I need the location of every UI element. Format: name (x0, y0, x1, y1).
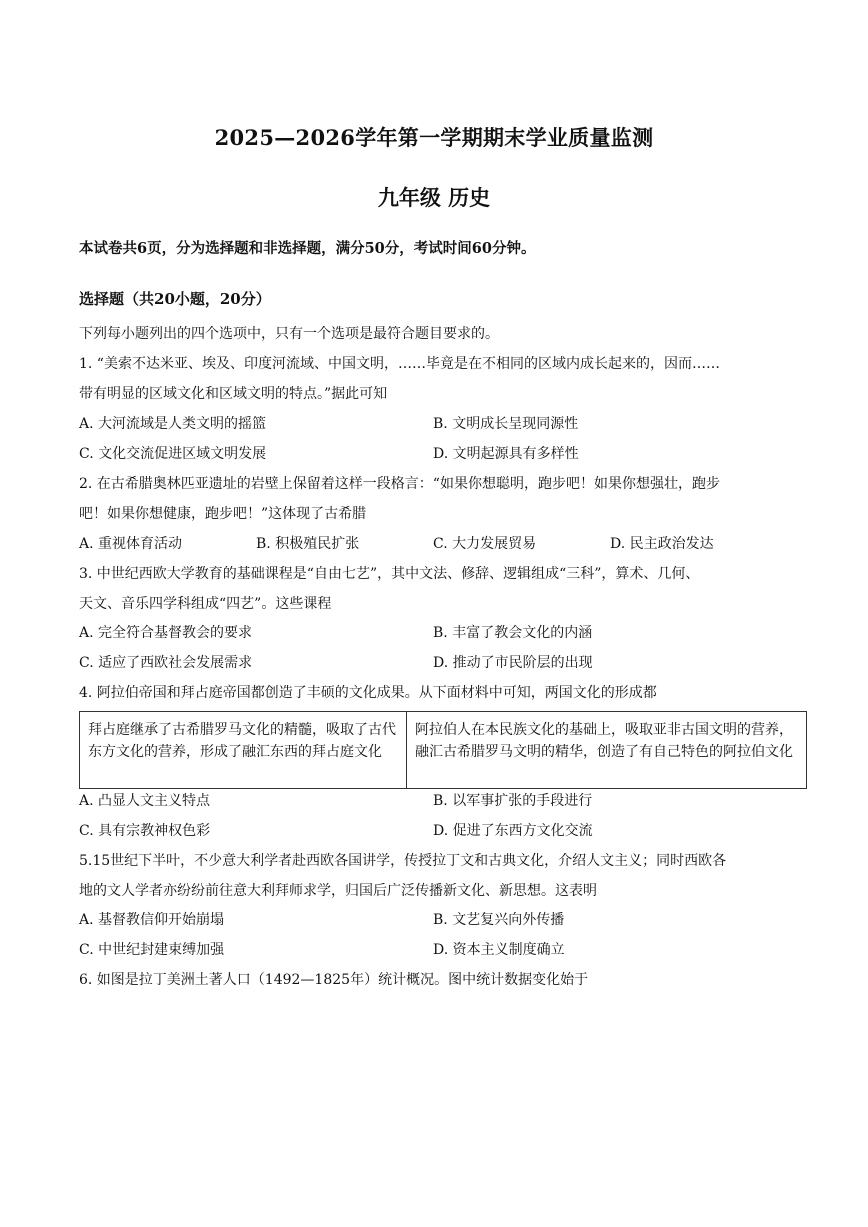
q5-option-a: A. 基督教信仰开始崩塌 (79, 912, 225, 928)
subject-title: 九年级 历史 (377, 185, 491, 210)
q3-option-b: B. 丰富了教会文化的内涵 (433, 625, 593, 641)
q1-option-b: B. 文明成长呈现同源性 (433, 416, 579, 432)
q4-option-d: D. 促进了东西方文化交流 (433, 823, 593, 839)
q3-stem-line2: 天文、音乐四学科组成“四艺”。这些课程 (79, 596, 332, 612)
q2-option-c: C. 大力发展贸易 (433, 536, 537, 552)
q3-option-c: C. 适应了西欧社会发展需求 (79, 655, 253, 671)
q1-option-a: A. 大河流域是人类文明的摇篮 (79, 416, 267, 432)
q2-stem-line2: 吧！如果你想健康，跑步吧！”这体现了古希腊 (79, 506, 367, 522)
q4-stem: 4. 阿拉伯帝国和拜占庭帝国都创造了丰硕的文化成果。从下面材料中可知，两国文化的形成都 (79, 685, 657, 701)
q5-stem-line2: 地的文人学者亦纷纷前往意大利拜师求学，归国后广泛传播新文化、新思想。这表明 (79, 883, 597, 899)
q1-stem-line1: 1. “美索不达米亚、埃及、印度河流域、中国文明，……毕竟是在不相同的区域内成长起来的，因而…… (79, 356, 720, 372)
q2-stem-line1: 2. 在古希腊奥林匹亚遗址的岩壁上保留着这样一段格言：“如果你想聪明，跑步吧！如果你想强壮，跑步 (79, 476, 720, 492)
q4-option-a: A. 凸显人文主义特点 (79, 793, 211, 809)
q2-option-b: B. 积极殖民扩张 (256, 536, 360, 552)
q1-option-c: C. 文化交流促进区域文明发展 (79, 446, 267, 462)
q2-option-d: D. 民主政治发达 (610, 536, 714, 552)
q2-option-a: A. 重视体育活动 (79, 536, 183, 552)
q4-material-arab: 阿拉伯人在本民族文化的基础上，吸取亚非古国文明的营养，融汇古希腊罗马文明的精华，创造了有自己特色的阿拉伯文化 (415, 722, 793, 760)
q5-stem-line1: 5.15世纪下半叶，不少意大利学者赴西欧各国讲学，传授拉丁文和古典文化，介绍人文主义；同时西欧各 (79, 853, 727, 869)
section-instruction: 下列每小题列出的四个选项中，只有一个选项是最符合题目要求的。 (79, 326, 499, 342)
q4-material-table (79, 711, 807, 789)
q5-option-c: C. 中世纪封建束缚加强 (79, 942, 225, 958)
q4-material-byzantine: 拜占庭继承了古希腊罗马文化的精髓，吸取了古代东方文化的营养，形成了融汇东西的拜占庭文化 (80, 712, 407, 788)
q1-option-d: D. 文明起源具有多样性 (433, 446, 579, 462)
exam-title: 2025—2026学年第一学期期末学业质量监测 (214, 125, 654, 150)
q1-stem-line2: 带有明显的区域文化和区域文明的特点。”据此可知 (79, 386, 388, 402)
exam-info: 本试卷共6页，分为选择题和非选择题，满分50分，考试时间60分钟。 (79, 240, 536, 257)
q5-option-d: D. 资本主义制度确立 (433, 942, 565, 958)
q4-option-b: B. 以军事扩张的手段进行 (433, 793, 593, 809)
q3-option-a: A. 完全符合基督教会的要求 (79, 625, 253, 641)
q6-stem: 6. 如图是拉丁美洲土著人口（1492—1825年）统计概况。图中统计数据变化始于 (79, 972, 589, 988)
q3-option-d: D. 推动了市民阶层的出现 (433, 655, 593, 671)
q4-option-c: C. 具有宗教神权色彩 (79, 823, 211, 839)
section-heading: 选择题（共20小题，20分） (79, 290, 271, 308)
q3-stem-line1: 3. 中世纪西欧大学教育的基础课程是“自由七艺”，其中文法、修辞、逻辑组成“三科”，算术、几何、 (79, 566, 700, 582)
q5-option-b: B. 文艺复兴向外传播 (433, 912, 565, 928)
